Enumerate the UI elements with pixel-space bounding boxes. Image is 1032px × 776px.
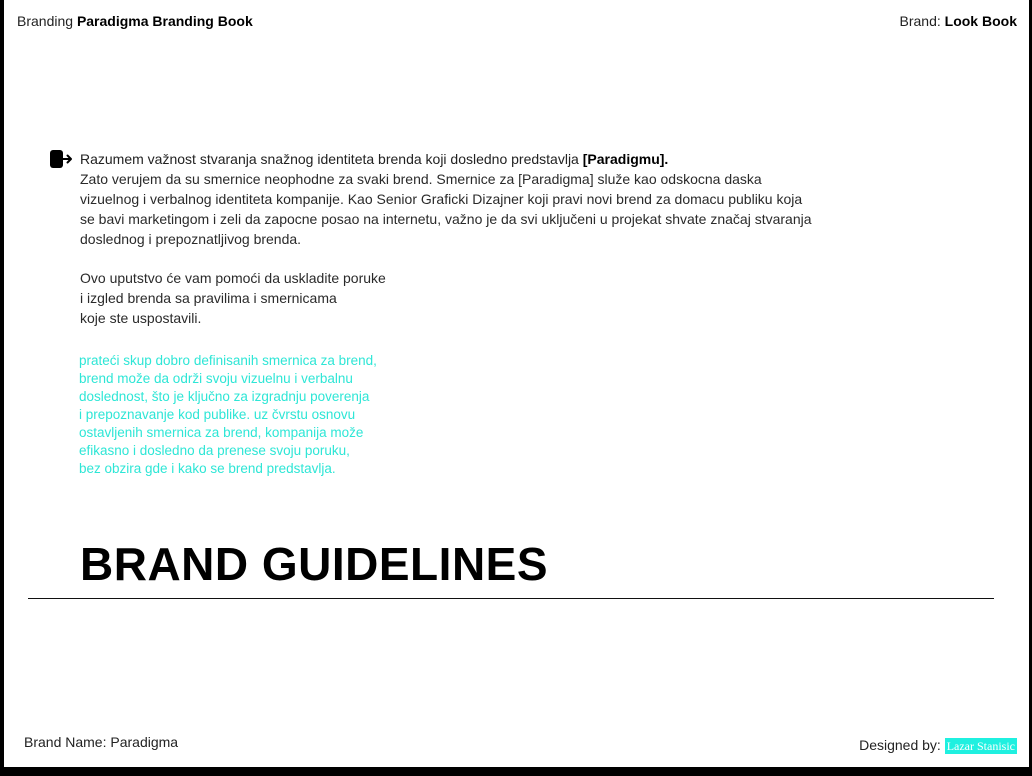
brand-label: Look Book: [944, 13, 1017, 29]
header-right: [900, 13, 1017, 29]
accent-line: bez obzira gde i kako se brend predstavlja.: [79, 461, 336, 476]
header-right-prefix: Brand:: [899, 13, 941, 29]
accent-line: efikasno i dosledno da prenese svoju poruku,: [79, 443, 350, 458]
header-left-prefix: Branding: [17, 13, 74, 29]
intro-brand-name: [Paradigmu].: [582, 151, 669, 167]
accent-line: brend može da održi svoju vizuelnu i verbalnu: [79, 371, 353, 386]
accent-line: i prepoznavanje kod publike. uz čvrstu osnovu: [79, 407, 356, 422]
brand-book-page: [4, 0, 1029, 767]
accent-line: doslednost, što je ključno za izgradnju poverenja: [79, 389, 370, 404]
guide-paragraph: [80, 268, 480, 328]
header-left: [17, 13, 253, 29]
exit-arrow-icon: [49, 148, 73, 170]
accent-line: prateći skup dobro definisanih smernica za brend,: [79, 353, 377, 368]
book-title: Paradigma Branding Book: [76, 13, 253, 29]
guide-line: Ovo uputstvo će vam pomoći da uskladite poruke: [80, 270, 386, 286]
page-title: BRAND GUIDELINES: [80, 538, 549, 590]
divider: [28, 598, 994, 599]
brand-name: Brand Name: Paradigma: [24, 734, 179, 750]
guide-line: koje ste uspostavili.: [80, 310, 202, 326]
accent-line: ostavljenih smernica za brend, kompanija može: [79, 425, 364, 440]
accent-paragraph: [79, 352, 499, 478]
intro-body: Zato verujem da su smernice neophodne za svaki brend. Smernice za [Paradigma] služe kao odskocna daska vizuelnog i verbalnog identiteta kompanije. Kao Senior Graficki Dizajner koji pravi novi brend za domacu publiku koja se bavi marketingom i zeli da zapocne posao na internetu, važno je da svi uključeni u projekat shvate značaj stvaranja doslednog i prepoznatljivog brenda.: [80, 171, 812, 247]
designed-by: [859, 737, 1017, 754]
designed-by-label: Designed by:: [859, 737, 941, 753]
intro-paragraph: [80, 149, 820, 249]
intro-lead: Razumem važnost stvaranja snažnog identiteta brenda koji dosledno predstavlja: [80, 151, 579, 167]
guide-line: i izgled brenda sa pravilima i smernicama: [80, 290, 337, 306]
designer-name: Lazar Stanisic: [946, 739, 1015, 753]
